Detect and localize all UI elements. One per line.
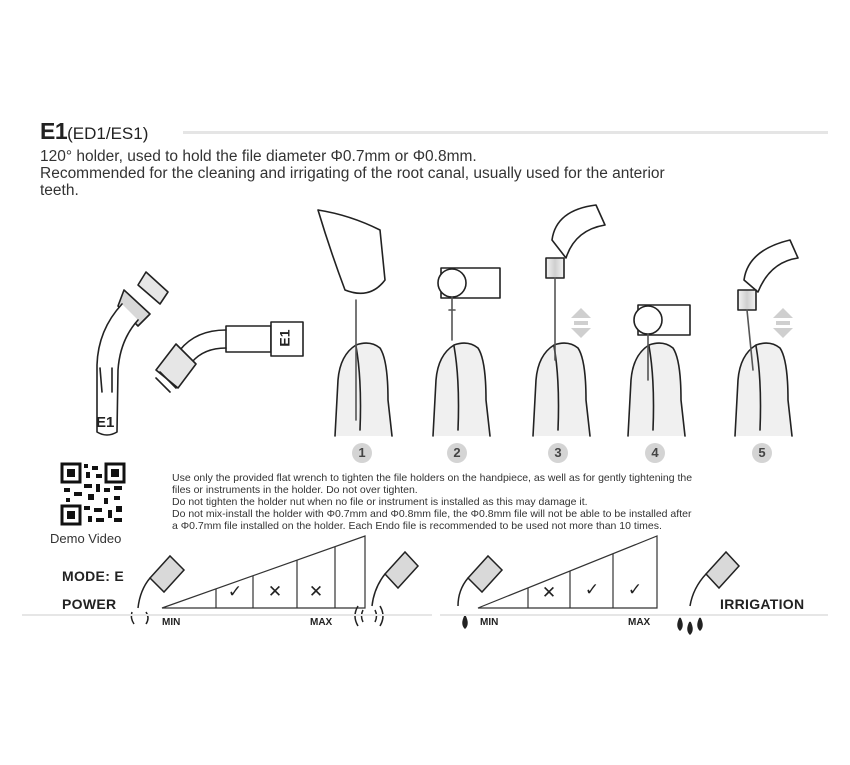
note-line: files or instruments in the holder. Do not over tighten. <box>172 484 418 496</box>
tooth-2-illustration <box>433 268 500 436</box>
tooth-4-illustration <box>628 305 690 436</box>
irrigation-min-label: MIN <box>480 617 499 628</box>
irrigation-max-label: MAX <box>628 617 651 628</box>
step-number-5: 5 <box>752 443 772 463</box>
power-level-2-cross-icon: ✕ <box>267 582 283 601</box>
description-line-3: teeth. <box>40 182 79 199</box>
note-line: Use only the provided flat wrench to tighten the file holders on the handpiece, as well as for gently tightening the <box>172 472 693 484</box>
step-number-4: 4 <box>645 443 665 463</box>
mode-label: MODE: E <box>62 568 124 584</box>
power-chart <box>131 536 418 626</box>
usage-notes <box>172 472 802 532</box>
power-level-1-check-icon: ✓ <box>227 582 243 601</box>
power-max-label: MAX <box>310 617 333 628</box>
note-line: Do not mix-install the holder with Φ0.7mm and Φ0.8mm file, the Φ0.8mm file will not be able to be installed after <box>172 508 692 520</box>
model-variants: (ED1/ES1) <box>67 124 149 143</box>
holder-vertical-label: E1 <box>96 414 115 431</box>
demo-video-label: Demo Video <box>50 531 122 546</box>
qr-code[interactable] <box>60 462 126 526</box>
power-min-label: MIN <box>162 617 181 628</box>
note-line: Do not tighten the holder nut when no file or instrument is installed as this may damage it. <box>172 496 588 508</box>
model-code: E1 <box>40 118 68 144</box>
irrigation-chart-baseline <box>440 614 828 616</box>
holder-horizontal-label: E1 <box>276 329 293 347</box>
step-number-3: 3 <box>548 443 568 463</box>
step-number-2: 2 <box>447 443 467 463</box>
irrigation-level-2-check-icon: ✓ <box>584 580 600 599</box>
holder-vertical-illustration <box>97 272 168 435</box>
irrigation-tip-right-icon <box>678 552 739 634</box>
irrigation-level-3-check-icon: ✓ <box>627 580 643 599</box>
power-chart-baseline <box>22 614 432 616</box>
power-level-3-cross-icon: ✕ <box>308 582 324 601</box>
tooth-1-illustration <box>318 210 392 436</box>
tooth-5-illustration <box>735 240 798 436</box>
step-number-1: 1 <box>352 443 372 463</box>
description-line-2: Recommended for the cleaning and irrigating of the root canal, usually used for the anterior <box>40 165 665 182</box>
irrigation-label: IRRIGATION <box>720 596 805 612</box>
irrigation-level-1-cross-icon: ✕ <box>541 583 557 602</box>
description-line-1: 120° holder, used to hold the file diameter Φ0.7mm or Φ0.8mm. <box>40 148 477 165</box>
note-line: a Φ0.7mm file installed on the holder. Each Endo file is recommended to be used not more than 10 times. <box>172 520 662 532</box>
tooth-3-illustration <box>533 205 605 436</box>
power-label: POWER <box>62 596 117 612</box>
